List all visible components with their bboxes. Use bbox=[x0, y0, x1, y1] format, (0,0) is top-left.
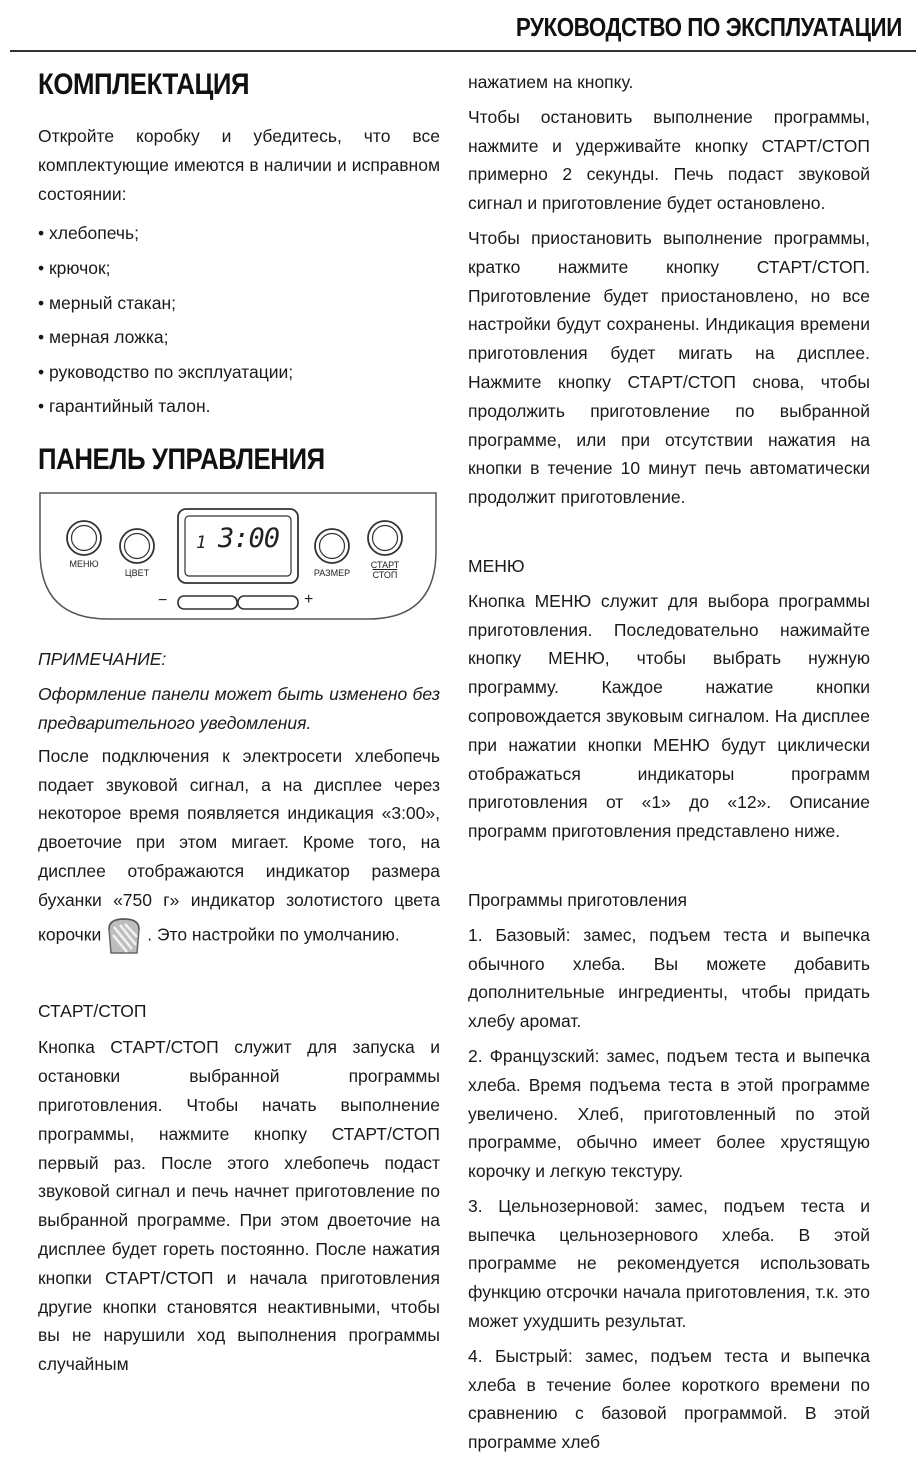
section-title-control-panel: ПАНЕЛЬ УПРАВЛЕНИЯ bbox=[38, 443, 325, 477]
display-time: 3:00 bbox=[218, 523, 280, 555]
left-column bbox=[38, 58, 440, 1379]
section-title-menu: МЕНЮ bbox=[468, 555, 525, 576]
crust-color-icon bbox=[105, 915, 143, 957]
pause-instructions: Чтобы приостановить выполнение программы, кратко нажмите кнопку СТАРТ/СТОП. Приготовление будет приостановлено, но все настройки будут сохранены. Индикация времени приготовления будет мигать на дисплее. Нажмите кнопку СТАРТ/СТОП снова, чтобы продолжить приготовление по выбранной программе, или при отсутствии нажатия на кнопки в течение 10 минут печь автоматически продолжит приготовление. bbox=[468, 227, 870, 508]
header-divider bbox=[10, 50, 916, 52]
power-on-text-part2: . Это настройки по умолчанию. bbox=[147, 924, 400, 945]
plus-symbol: + bbox=[304, 591, 314, 609]
menu-text: Кнопка МЕНЮ служит для выбора программы приготовления. Последовательно нажимайте кнопку МЕНЮ, чтобы выбрать нужную программу. Каждое нажатие кнопки сопровождается звуковым сигналом. На дисплее при нажатии кнопки МЕНЮ будут циклически отображаться индикаторы программ приготовления от «1» до «12». Описание программ приготовления представлено ниже. bbox=[468, 590, 870, 842]
note-label: ПРИМЕЧАНИЕ: bbox=[38, 649, 167, 670]
control-panel-illustration bbox=[38, 491, 438, 621]
display-program-number: 1 bbox=[196, 533, 207, 554]
color-button-label[interactable]: ЦВЕТ bbox=[124, 568, 150, 579]
section-title-start-stop: СТАРТ/СТОП bbox=[38, 1000, 147, 1021]
list-item: • руководство по эксплуатации; bbox=[38, 361, 294, 382]
menu-button-label[interactable]: МЕНЮ bbox=[69, 559, 99, 570]
size-button-label[interactable]: РАЗМЕР bbox=[313, 568, 351, 579]
note-text: Оформление панели может быть изменено без предварительного уведомления. bbox=[38, 684, 440, 733]
control-panel-outline bbox=[38, 491, 438, 621]
right-column bbox=[468, 68, 870, 1457]
program-item: 2. Французский: замес, подъем теста и выпечка хлеба. Время подъема теста в этой программе увеличено. Хлеб, приготовленный по этой программе, обычно имеет более хрустящую корочку и легкую текстуру. bbox=[468, 1045, 870, 1182]
programs-title: Программы приготовления bbox=[468, 889, 688, 910]
start-button-label-bottom[interactable]: СТОП bbox=[372, 570, 398, 581]
power-on-text bbox=[38, 742, 440, 957]
start-button-label-top[interactable]: СТАРТ bbox=[370, 560, 400, 571]
power-on-text-part1: После подключения к электросети хлебопечь подает звуковой сигнал, а на дисплее через некоторое время появляется индикация «3:00», двоеточие при этом мигает. Кроме того, на дисплее отображаются индикатор размера буханки «750 г» индикатор золотистого цвета корочки bbox=[38, 745, 440, 945]
start-stop-text: Кнопка СТАРТ/СТОП служит для запуска и остановки выбранной программы приготовления. Чтобы начать выполнение программы, нажмите кнопку СТАРТ/СТОП первый раз. После этого хлебопечь подаст звуковой сигнал и печь начнет приготовление по выбранной программе. При этом двоеточие на дисплее будет гореть постоянно. После нажатия кнопки СТАРТ/СТОП и начала приготовления другие кнопки становятся неактивными, чтобы вы не нарушили ход выполнения программы случайным bbox=[38, 1037, 440, 1375]
list-item: • крючок; bbox=[38, 257, 111, 278]
contents-intro: Откройте коробку и убедитесь, что все комплектующие имеются в наличии и исправном состоянии: bbox=[38, 126, 440, 204]
section-title-contents: КОМПЛЕКТАЦИЯ bbox=[38, 68, 250, 101]
start-stop-continuation: нажатием на кнопку. bbox=[468, 72, 634, 92]
program-item: 3. Цельнозерновой: замес, подъем теста и выпечка цельнозернового хлеба. В этой программе не рекомендуется использовать функцию отсрочки начала приготовления, т.к. это может ухудшить результат. bbox=[468, 1195, 870, 1332]
program-item: 4. Быстрый: замес, подъем теста и выпечка хлеба в течение более короткого времени по сравнению с базовой программой. В этой программе хлеб bbox=[468, 1345, 870, 1453]
minus-symbol: − bbox=[158, 592, 168, 610]
program-item: 1. Базовый: замес, подъем теста и выпечка обычного хлеба. Вы можете добавить дополнительные ингредиенты, чтобы придать хлебу аромат. bbox=[468, 924, 870, 1032]
contents-list bbox=[38, 218, 440, 421]
list-item: • мерный стакан; bbox=[38, 292, 176, 313]
list-item: • хлебопечь; bbox=[38, 223, 139, 244]
list-item: • мерная ложка; bbox=[38, 327, 169, 348]
stop-instructions: Чтобы остановить выполнение программы, нажмите и удерживайте кнопку СТАРТ/СТОП примерно 2 секунды. Печь подаст звуковой сигнал и приготовление будет остановлено. bbox=[468, 106, 870, 214]
page-header-title: РУКОВОДСТВО ПО ЭКСПЛУАТАЦИИ bbox=[515, 12, 902, 42]
list-item: • гарантийный талон. bbox=[38, 396, 211, 417]
